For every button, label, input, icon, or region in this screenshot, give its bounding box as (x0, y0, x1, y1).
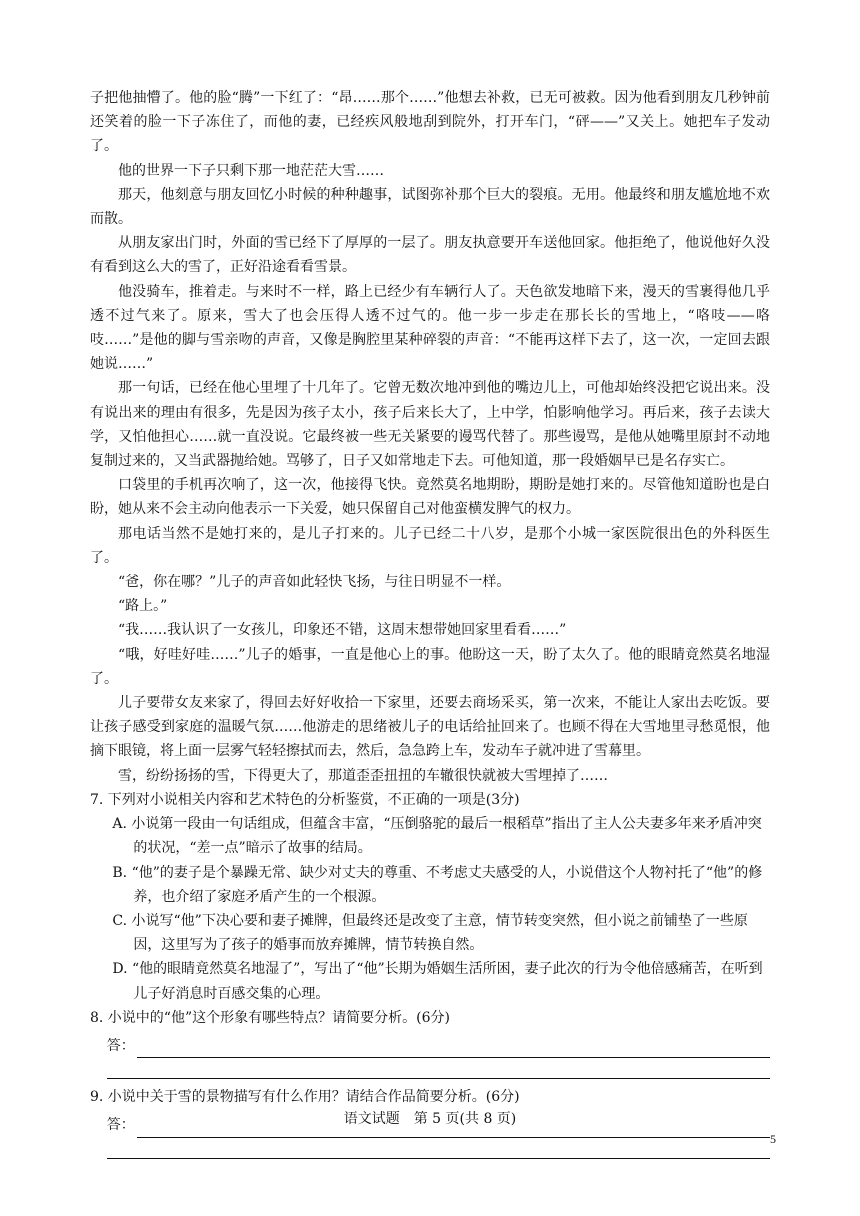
story-paragraph: 雪，纷纷扬扬的雪，下得更大了，那道歪歪扭扭的车辙很快就被大雪埋掉了…… (118, 767, 608, 784)
question-8-stem: 8. 小说中的“他”这个形象有哪些特点？请简要分析。(6分) (90, 1009, 450, 1026)
story-paragraph: 儿子要带女友来家了，得回去好好收拾一下家里，还要去商场采买，第一次来，不能让人家出去吃饭。要让孩子感受到家庭的温暖气氛……他游走的思绪被儿子的电话给扯回来了。也顾不得在大雪地里寻愁觅恨，他摘下眼镜，将上面一层雾气轻轻擦拭而去，然后，急急跨上车，发动车子就冲进了雪幕里。 (90, 695, 770, 760)
answer-label: 答： (106, 1117, 135, 1134)
question-9-stem: 9. 小说中关于雪的景物描写有什么作用？请结合作品简要分析。(6分) (90, 1089, 520, 1106)
question-7-stem: 7. 下列对小说相关内容和艺术特色的分析鉴赏，不正确的一项是(3分) (90, 791, 520, 808)
question-8-answer-area[interactable] (107, 1034, 770, 1058)
story-paragraph: 从朋友家出门时，外面的雪已经下了厚厚的一层了。朋友执意要开车送他回家。他拒绝了，他说他好久没有看到这么大的雪了，正好沿途看看雪景。 (90, 235, 770, 276)
answer-line (107, 1138, 770, 1159)
answer-line (137, 1039, 770, 1058)
story-paragraph: 他没骑车，推着走。与来时不一样，路上已经少有车辆行人了。天色欲发地暗下来，漫天的雪裹得他几乎透不过气来了。原来，雪大了也会压得人透不过气的。他一步一步走在那长长的雪地上，“咯吱——咯吱……”是他的脚与雪亲吻的声音，又像是胸腔里某种碎裂的声音：“不能再这样下去了，这一次，一定回去跟她说……” (90, 283, 770, 373)
story-paragraph: “我……我认识了一女孩儿，印象还不错，这周末想带她回家里看看……” (118, 622, 567, 639)
question-7 (90, 788, 770, 1006)
question-7-option-b: B. “他”的妻子是个暴躁无常、缺少对丈夫的尊重、不考虑丈夫感受的人，小说借这个人物衬托了“他”的修养，也介绍了家庭矛盾产生的一个根源。 (112, 864, 763, 905)
question-8 (90, 1006, 770, 1079)
question-7-option-a: A. 小说第一段由一句话组成，但蕴含丰富，“压倒骆驼的最后一根稻草”指出了主人公夫妻多年来矛盾冲突的状况，“差一点”暗示了故事的结局。 (112, 816, 762, 857)
page-footer: 语文试题 第 5 页(共 8 页) (343, 1111, 517, 1127)
story-paragraph: 口袋里的手机再次响了，这一次，他接得飞快。竟然莫名地期盼，期盼是她打来的。尽管他知道盼也是白盼，她从来不会主动向他表示一下关爱，她只保留自己对他蛮横发脾气的权力。 (90, 477, 770, 518)
story-paragraph: 他的世界一下子只剩下那一地茫茫大雪…… (118, 162, 384, 179)
story-paragraph: “哦，好哇好哇……”儿子的婚事，一直是他心上的事。他盼这一天，盼了太久了。他的眼睛竟然莫名地湿了。 (90, 646, 770, 687)
story-paragraph: 那天，他刻意与朋友回忆小时候的种种趣事，试图弥补那个巨大的裂痕。无用。他最终和朋友尴尬地不欢而散。 (90, 186, 770, 228)
answer-line (107, 1058, 770, 1079)
story-paragraph: “路上。” (118, 598, 168, 615)
story-paragraph: 子把他抽懵了。他的脸“腾”一下红了：“昂……那个……”他想去补救，已无可被救。因为他看到朋友几秒钟前还笑着的脸一下子冻住了，而他的妻，已经疾风般地刮到院外，打开车门，“砰——”又关上。她把车子发动了。 (90, 90, 770, 155)
story-paragraph: “爸，你在哪？”儿子的声音如此轻快飞扬，与往日明显不一样。 (118, 574, 511, 591)
story-text (90, 86, 770, 788)
question-7-option-c: C. 小说写“他”下决心要和妻子摊牌，但最终还是改变了主意，情节转变突然，但小说之前铺垫了一些原因，这里写为了孩子的婚事而放弃摊牌，情节转换自然。 (112, 912, 748, 954)
story-paragraph: 那一句话，已经在他心里埋了十几年了。它曾无数次地冲到他的嘴边儿上，可他却始终没把它说出来。没有说出来的理由有很多，先是因为孩子太小，孩子后来长大了，上中学，怕影响他学习。再后来，孩子去读大学，又怕他担心……就一直没说。它最终被一些无关紧要的谩骂代替了。那些谩骂，是他从她嘴里原封不动地复制过来的，又当武器抛给她。骂够了，日子又如常地走下去。可他知道，那一段婚姻早已是名存实亡。 (90, 380, 770, 470)
page-number: 5 (770, 1132, 776, 1146)
exam-page (90, 86, 770, 1165)
answer-label: 答： (106, 1037, 135, 1054)
story-paragraph: 那电话当然不是她打来的，是儿子打来的。儿子已经二十八岁，是那个小城一家医院很出色的外科医生了。 (90, 525, 770, 566)
question-7-option-d: D. “他的眼睛竟然莫名地湿了”，写出了“他”长期为婚姻生活所困，妻子此次的行为令他倍感痛苦，在听到儿子好消息时百感交集的心理。 (112, 961, 763, 1002)
